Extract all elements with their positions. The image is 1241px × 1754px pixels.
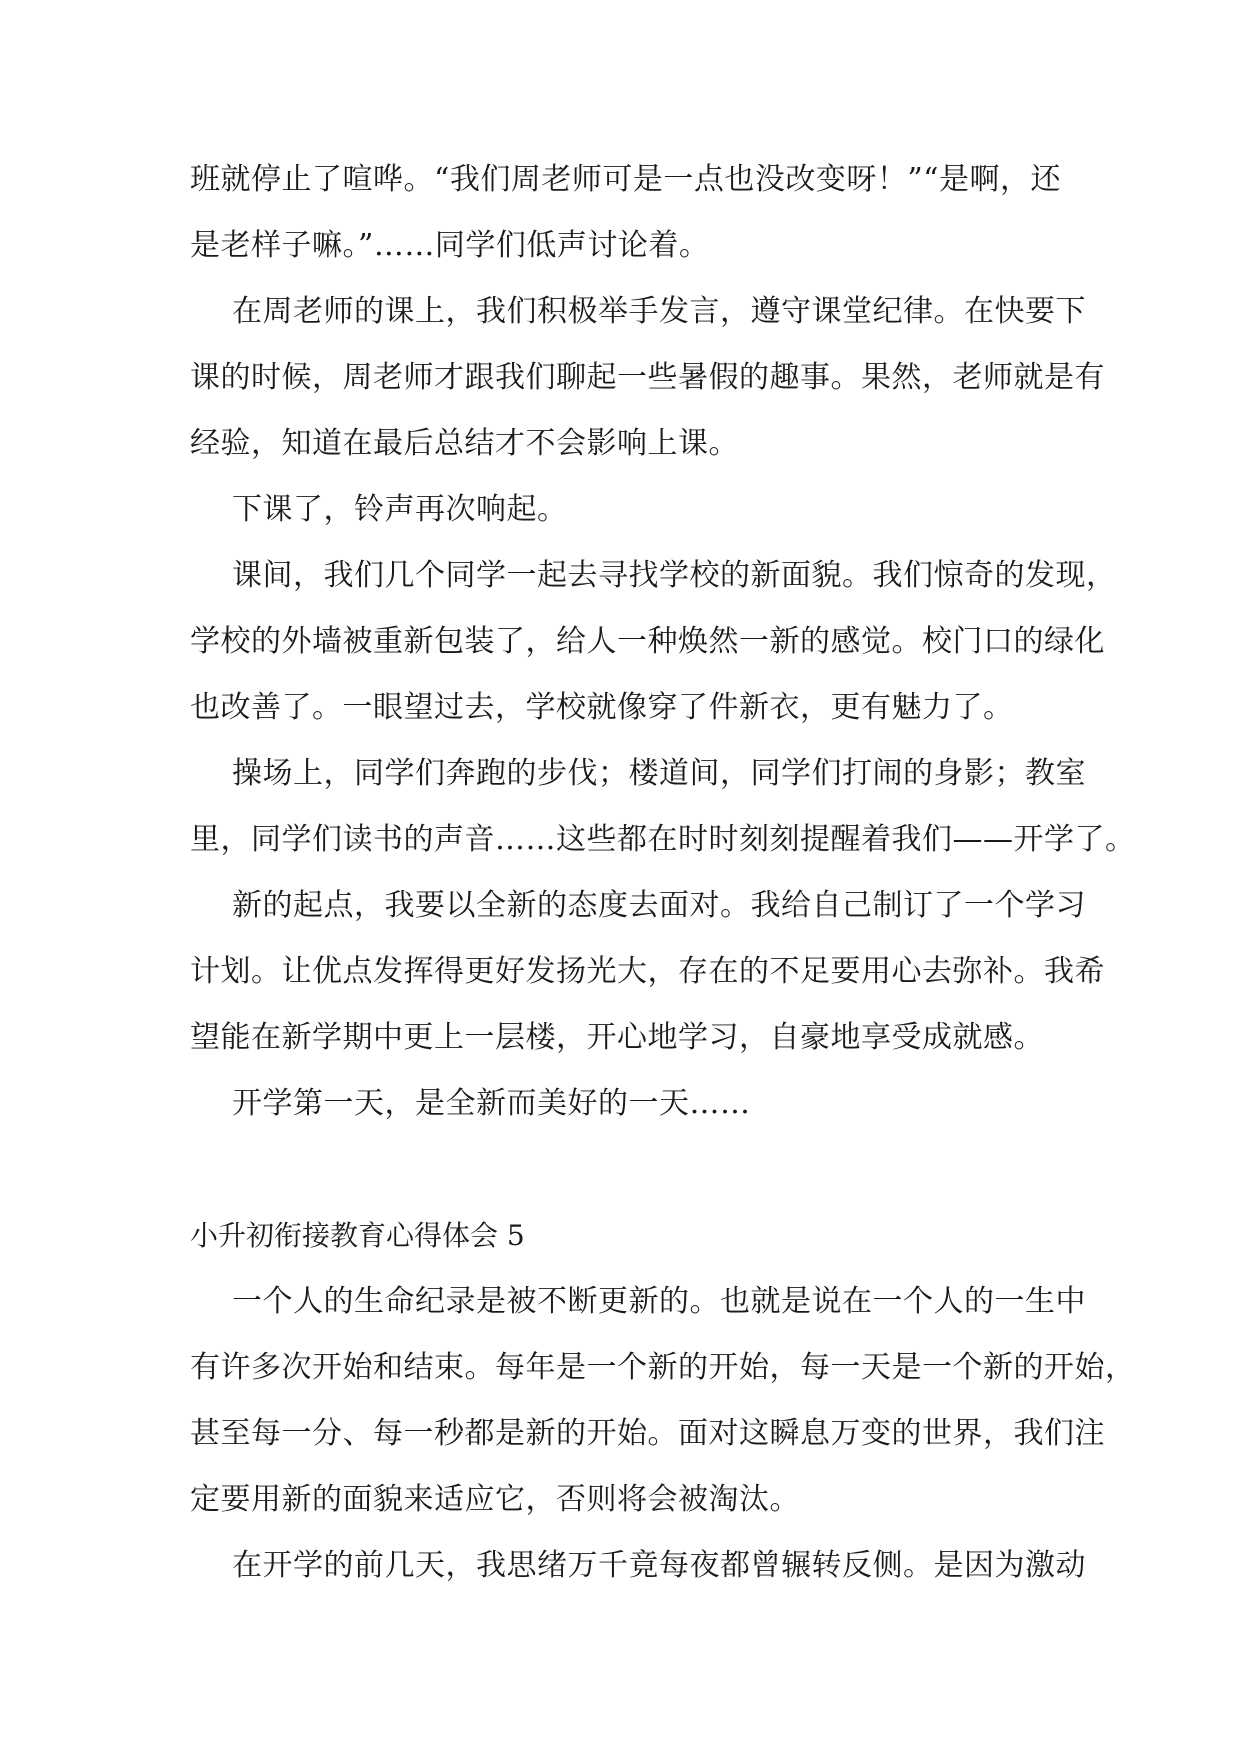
paragraph-line: 开学第一天，是全新而美好的一天…… [232, 1086, 751, 1121]
paragraph-line: 计划。让优点发挥得更好发扬光大，存在的不足要用心去弥补。我希 [190, 954, 1105, 989]
paragraph-line: 新的起点，我要以全新的态度去面对。我给自己制订了一个学习 [232, 888, 1086, 923]
paragraph-line: 望能在新学期中更上一层楼，开心地学习，自豪地享受成就感。 [190, 1020, 1044, 1055]
paragraph-line: 也改善了。一眼望过去，学校就像穿了件新衣，更有魅力了。 [190, 690, 1014, 725]
paragraph-line: 有许多次开始和结束。每年是一个新的开始，每一天是一个新的开始， [190, 1350, 1136, 1385]
section-title: 小升初衔接教育心得体会 5 [190, 1219, 525, 1252]
paragraph-line: 是老样子嘛。”……同学们低声讨论着。 [190, 228, 710, 263]
paragraph-line: 下课了，铃声再次响起。 [232, 492, 568, 527]
paragraph-line: 经验，知道在最后总结才不会影响上课。 [190, 426, 739, 461]
paragraph-line: 在开学的前几天，我思绪万千竟每夜都曾辗转反侧。是因为激动 [232, 1548, 1086, 1583]
paragraph-line: 操场上，同学们奔跑的步伐；楼道间，同学们打闹的身影；教室 [232, 756, 1086, 791]
paragraph-line: 班就停止了喧哗。“我们周老师可是一点也没改变呀！”“是啊，还 [190, 162, 1062, 197]
paragraph-line: 甚至每一分、每一秒都是新的开始。面对这瞬息万变的世界，我们注 [190, 1416, 1105, 1451]
paragraph-line: 课的时候，周老师才跟我们聊起一些暑假的趣事。果然，老师就是有 [190, 360, 1105, 395]
paragraph-line: 在周老师的课上，我们积极举手发言，遵守课堂纪律。在快要下 [232, 294, 1086, 329]
paragraph-line: 学校的外墙被重新包装了，给人一种焕然一新的感觉。校门口的绿化 [190, 624, 1105, 659]
paragraph-line: 一个人的生命纪录是被不断更新的。也就是说在一个人的一生中 [232, 1284, 1086, 1319]
paragraph-line: 里，同学们读书的声音……这些都在时时刻刻提醒着我们——开学了。 [190, 822, 1136, 857]
paragraph-line: 定要用新的面貌来适应它，否则将会被淘汰。 [190, 1482, 800, 1517]
paragraph-line: 课间，我们几个同学一起去寻找学校的新面貌。我们惊奇的发现， [232, 558, 1117, 593]
